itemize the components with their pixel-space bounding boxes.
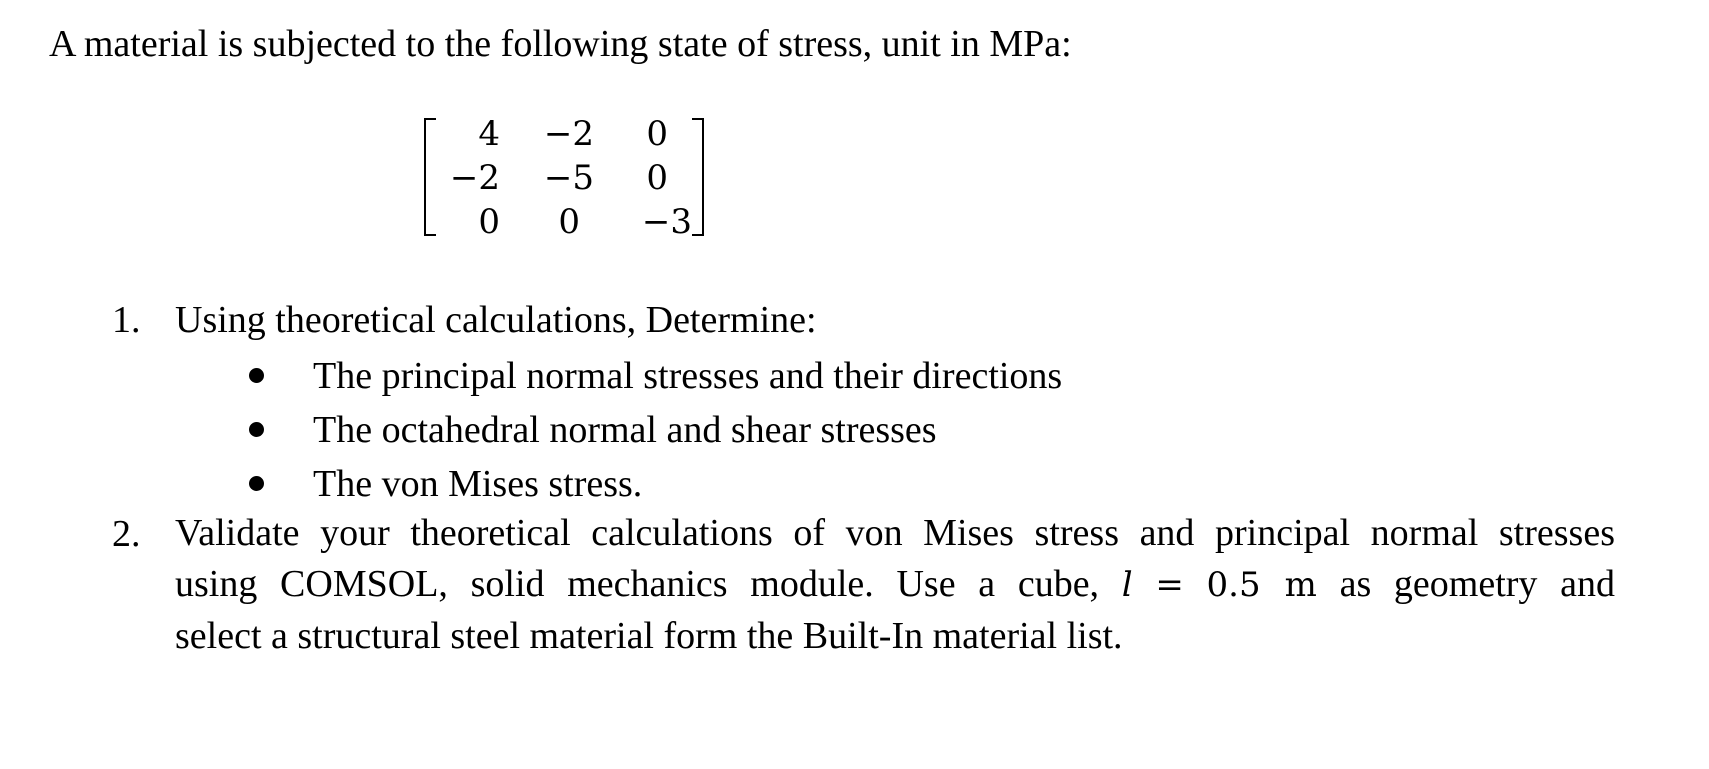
length-value: 0.5 m <box>1206 565 1317 605</box>
matrix-cell-r3c2: 0 <box>558 202 580 242</box>
equals-sign: = <box>1155 565 1184 605</box>
bullet-item-3: The von Mises stress. <box>313 463 643 505</box>
item2-line-2-text-b: as geometry and <box>1339 563 1616 605</box>
bullet-icon <box>249 476 264 491</box>
bullet-icon <box>249 368 264 383</box>
matrix-cell-r1c3: 0 <box>646 114 668 154</box>
item2-line-1: Validate your theoretical calculations of von Mises stress and principal normal stresses <box>175 512 1615 554</box>
item2-line-3: select a structural steel material form the Built-In material list. <box>175 615 1123 657</box>
matrix-cell-r3c3: −3 <box>641 202 692 242</box>
bullet-icon <box>249 422 264 437</box>
item1-text: Using theoretical calculations, Determine: <box>175 299 817 341</box>
item2-paragraph <box>175 508 1615 662</box>
matrix-right-bracket <box>692 118 704 236</box>
intro-text: A material is subjected to the following state of stress, unit in MPa: <box>49 23 1072 65</box>
list-number-2: 2. <box>112 513 141 555</box>
length-variable: l <box>1121 565 1133 605</box>
matrix-cell-r2c1: −2 <box>449 158 500 198</box>
bullet-item-1: The principal normal stresses and their directions <box>313 355 1063 397</box>
matrix-cell-r3c1: 0 <box>478 202 500 242</box>
matrix-cell-r1c1: 4 <box>478 114 500 154</box>
item2-line-2 <box>175 559 1615 611</box>
matrix-cell-r1c2: −2 <box>543 114 594 154</box>
matrix-cell-r2c3: 0 <box>646 158 668 198</box>
bullet-item-2: The octahedral normal and shear stresses <box>313 409 937 451</box>
stress-matrix <box>424 112 704 246</box>
item2-line-2-text-a: using COMSOL, solid mechanics module. Use a cube, <box>175 563 1100 605</box>
list-number-1: 1. <box>112 299 141 341</box>
matrix-cell-r2c2: −5 <box>543 158 594 198</box>
